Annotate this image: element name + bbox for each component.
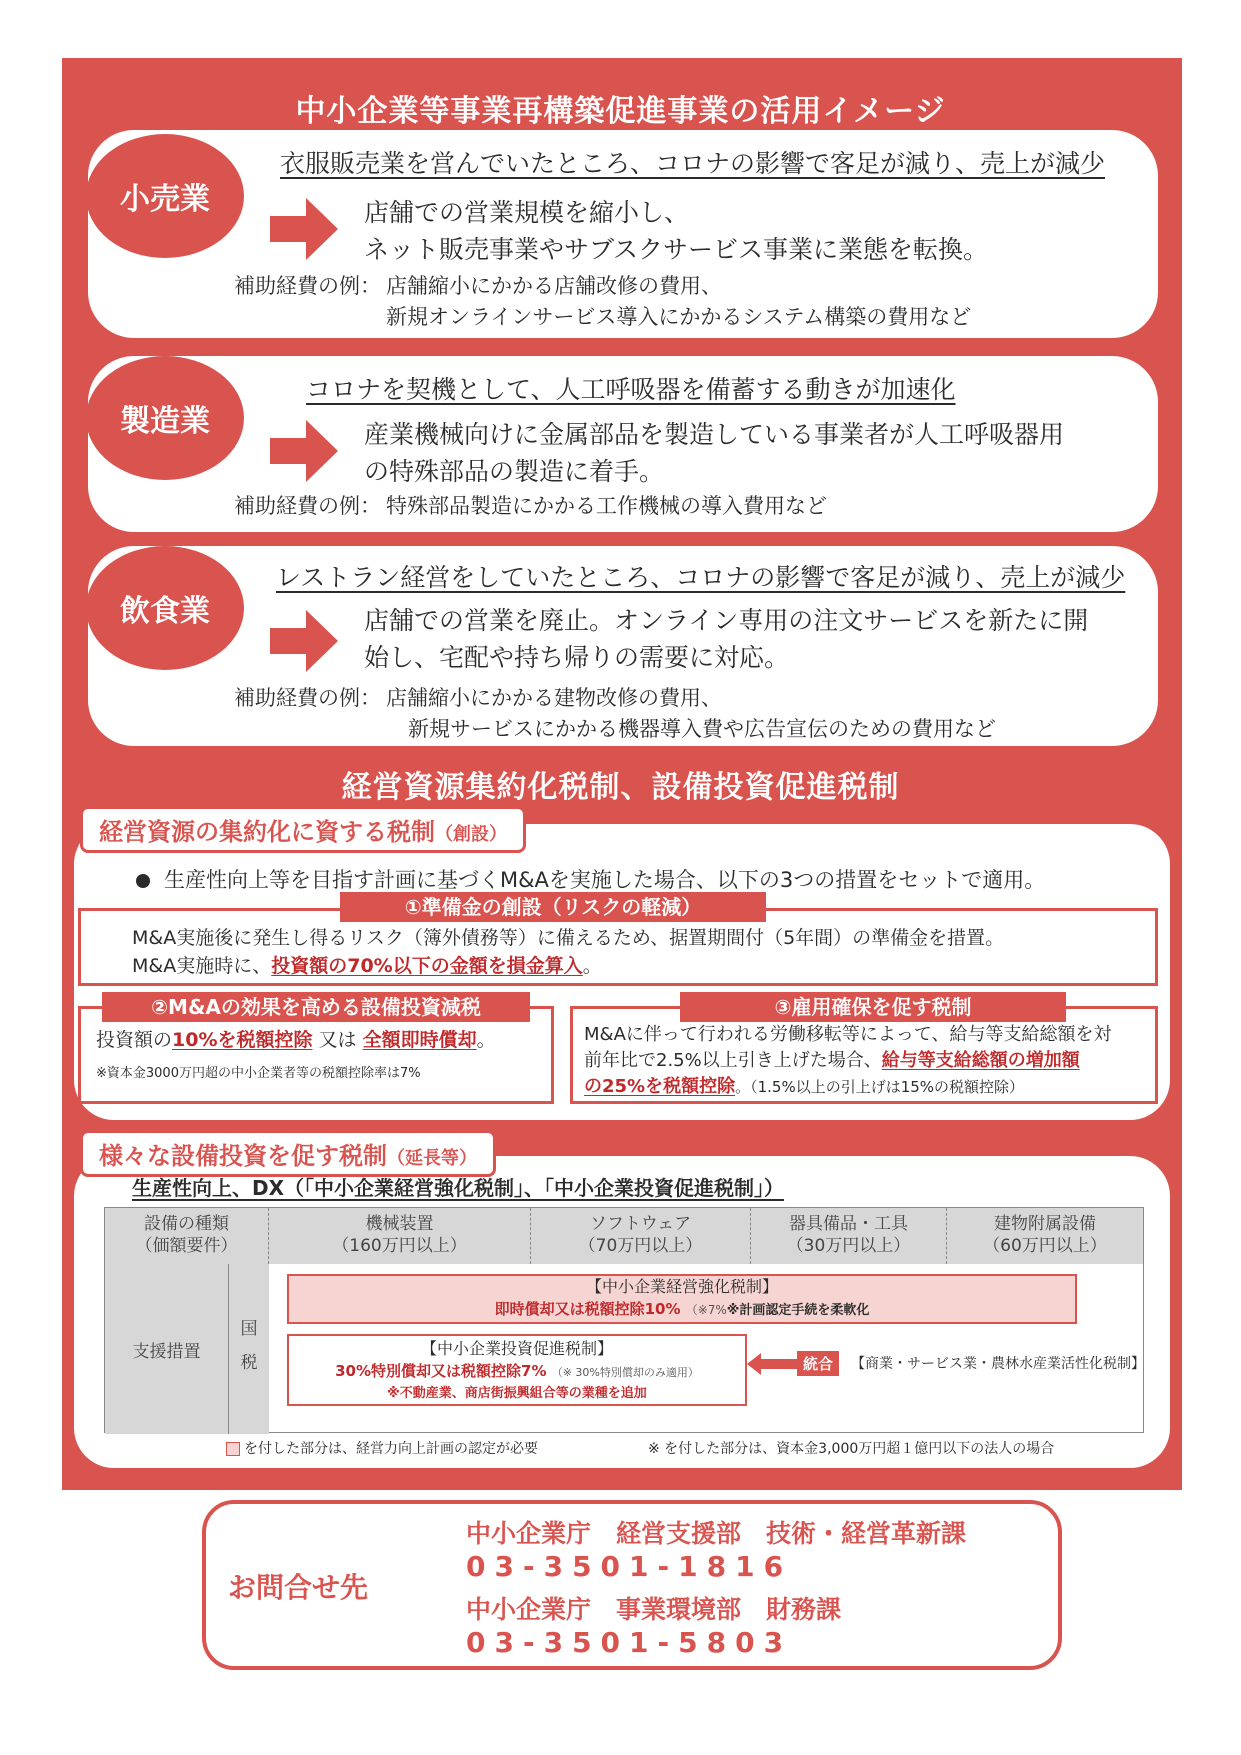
measure1-line1: M&A実施後に発生し得るリスク（簿外債務等）に備えるため、据置期間付（5年間）の準備金を措置。 — [132, 927, 1005, 949]
measure1-text: 。 — [582, 955, 602, 977]
measure3-text — [584, 1022, 1112, 1100]
section1-label — [80, 806, 526, 853]
national-tax-char: 税 — [240, 1353, 258, 1373]
bullet-dot-icon — [136, 874, 150, 888]
arrow-left-icon — [747, 1353, 797, 1375]
merge-text: 【商業・サービス業・農林水産業活性化税制】 — [851, 1356, 1145, 1372]
tax-title: 経営資源集約化税制、設備投資促進税制 — [341, 770, 900, 805]
measure1-title: ①準備金の創設（リスクの軽減） — [340, 892, 766, 922]
contact-dept-1: 中小企業庁 経営支援部 技術・経営革新課 — [466, 1519, 967, 1548]
box1-title: 【中小企業経営強化税制】 — [585, 1277, 778, 1296]
measure1-text: M&A実施時に、 — [132, 955, 272, 977]
contact-phone-1[interactable]: 03-3501-1816 — [466, 1550, 793, 1583]
measure3-line: M&Aに伴って行われる労働移転等によって、給与等支給総額を対 — [584, 1024, 1112, 1045]
box1-tail: ※計画認定手続を柔軟化 — [726, 1303, 870, 1318]
usage-title: 中小企業等事業再構築促進事業の活用イメージ — [295, 94, 946, 129]
box1-main-text: 即時償却又は税額控除10% — [494, 1300, 681, 1318]
table-header-req: （60万円以上） — [983, 1236, 1107, 1256]
national-tax-char: 国 — [240, 1319, 258, 1339]
measure2-text — [96, 1026, 496, 1054]
contact-dept-2: 中小企業庁 事業環境部 財務課 — [466, 1595, 842, 1624]
measure2-text-part: 。 — [476, 1029, 496, 1051]
case-body-line: の特殊部品の製造に着手。 — [364, 457, 665, 486]
section2-label-text: 様々な設備投資を促す税制 — [99, 1142, 387, 1170]
box2-main-text: 30%特別償却又は税額控除7% — [335, 1362, 547, 1380]
case-body-line: 店舗での営業規模を縮小し、 — [364, 198, 690, 227]
case-body-line: ネット販売事業やサブスクサービス事業に業態を転換。 — [364, 235, 989, 264]
arrow-right-icon — [270, 420, 338, 482]
industry-badge-food: 飲食業 — [86, 546, 244, 670]
table-header-req: （160万円以上） — [332, 1236, 467, 1256]
table-row-label: 支援措置 — [105, 1264, 229, 1434]
bullet-text: 生産性向上等を目指す計画に基づくM&Aを実施した場合、以下の3つの措置をセットで適用。 — [164, 868, 1046, 892]
box2-extra: ※不動産業、商店街振興組合等の業種を追加 — [387, 1386, 647, 1401]
measure2-highlight: 全額即時償却 — [362, 1029, 477, 1051]
legend-right: ※ を付した部分は、資本金3,000万円超１億円以下の法人の場合 — [648, 1441, 1055, 1457]
case-body-food — [364, 602, 1088, 676]
expense-text: 店舗縮小にかかる店舗改修の費用、 — [386, 274, 722, 298]
case-headline-manufacturing: コロナを契機として、人工呼吸器を備蓄する動きが加速化 — [306, 375, 956, 404]
pink-square-icon — [226, 1442, 240, 1456]
measure3-highlight: の25%を税額控除 — [584, 1076, 736, 1097]
expense-label: 補助経費の例： — [234, 494, 381, 518]
box1-note: （※7% — [685, 1303, 727, 1317]
expense-text: 店舗縮小にかかる建物改修の費用、 — [386, 686, 722, 710]
measure2-text-part: 投資額の — [96, 1029, 173, 1051]
case-body-line: 産業機械向けに金属部品を製造している事業者が人工呼吸器用 — [364, 420, 1065, 449]
expense-label: 補助経費の例： — [234, 274, 381, 298]
table-header-tools — [751, 1208, 947, 1264]
section1-label-text: 経営資源の集約化に資する税制 — [99, 818, 435, 846]
contact-label: お問合せ先 — [228, 1571, 369, 1604]
national-tax-label — [229, 1264, 269, 1434]
industry-badge-retail: 小売業 — [86, 134, 244, 258]
legend-left — [226, 1438, 538, 1458]
arrow-right-icon — [270, 198, 338, 260]
table-header-name: 機械装置 — [365, 1214, 434, 1234]
table-header-machinery — [269, 1208, 531, 1264]
measure3-line — [584, 1074, 1112, 1100]
measure3-title: ③雇用確保を促す税制 — [680, 992, 1066, 1022]
expense-label: 補助経費の例： — [234, 686, 381, 710]
measure2-title: ②M&Aの効果を高める設備投資減税 — [102, 992, 530, 1022]
measure2-note: ※資本金3000万円超の中小企業者等の税額控除率は7% — [96, 1066, 421, 1081]
merge-label: 統合 — [797, 1351, 839, 1376]
expense-text: 新規サービスにかかる機器導入費や広告宣伝のための費用など — [408, 717, 996, 741]
section2-subtitle: 生産性向上、DX（「中小企業経営強化税制」、「中小企業投資促進税制」） — [132, 1176, 785, 1200]
measure3-text-part: 前年比で2.5%以上引き上げた場合、 — [584, 1050, 882, 1071]
industry-badge-manufacturing: 製造業 — [86, 356, 244, 480]
table-header-name: 建物附属設備 — [994, 1214, 1096, 1234]
table-header-req: （30万円以上） — [786, 1236, 911, 1256]
case-body-line: 店舗での営業を廃止。オンライン専用の注文サービスを新たに開 — [364, 606, 1089, 635]
expense-text: 新規オンラインサービス導入にかかるシステム構築の費用など — [386, 305, 972, 329]
arrow-right-icon — [270, 610, 338, 672]
case-headline-retail: 衣服販売業を営んでいたところ、コロナの影響で客足が減り、売上が減少 — [280, 149, 1106, 178]
section1-tag: （創設） — [435, 824, 507, 845]
measure1-line2 — [132, 952, 602, 980]
table-header-name: 器具備品・工具 — [789, 1214, 908, 1234]
contact-box — [202, 1500, 1062, 1670]
section2-label — [80, 1130, 496, 1177]
measure2-text-part: 又は — [312, 1029, 363, 1051]
table-header-building — [947, 1208, 1143, 1264]
measure2-highlight: 10%を税額控除 — [172, 1029, 313, 1051]
measure3-line — [584, 1048, 1112, 1074]
equipment-table — [104, 1207, 1144, 1433]
measure3-highlight: 給与等支給総額の増加額 — [881, 1050, 1080, 1071]
section2-tag: （延長等） — [387, 1148, 477, 1169]
investment-promotion-tax-box — [287, 1334, 747, 1406]
management-strengthening-tax-box — [287, 1274, 1077, 1324]
section1-bullet — [136, 864, 1045, 894]
table-corner — [105, 1208, 269, 1264]
table-header-req: （70万円以上） — [578, 1236, 703, 1256]
case-body-manufacturing — [364, 416, 1064, 490]
measure1-highlight: 投資額の70%以下の金額を損金算入 — [271, 955, 583, 977]
expense-text: 特殊部品製造にかかる工作機械の導入費用など — [386, 494, 827, 518]
box2-title: 【中小企業投資促進税制】 — [420, 1339, 613, 1358]
table-corner-line: （価額要件） — [135, 1236, 238, 1256]
case-body-retail — [364, 194, 988, 268]
table-header-software — [531, 1208, 751, 1264]
case-body-line: 始し、宅配や持ち帰りの需要に対応。 — [364, 643, 790, 672]
table-corner-line: 設備の種類 — [144, 1214, 229, 1234]
box2-note: （※ 30%特別償却のみ適用） — [551, 1366, 699, 1379]
legend-left-text: を付した部分は、経営力向上計画の認定が必要 — [244, 1441, 538, 1457]
case-headline-food: レストラン経営をしていたところ、コロナの影響で客足が減り、売上が減少 — [276, 563, 1126, 592]
box1-main — [289, 1298, 1075, 1322]
box2-main — [289, 1360, 745, 1384]
contact-phone-2[interactable]: 03-3501-5803 — [466, 1626, 793, 1659]
table-header-name: ソフトウェア — [589, 1214, 692, 1234]
measure3-text-part: 。（1.5%以上の引上げは15%の税額控除） — [735, 1078, 1025, 1096]
